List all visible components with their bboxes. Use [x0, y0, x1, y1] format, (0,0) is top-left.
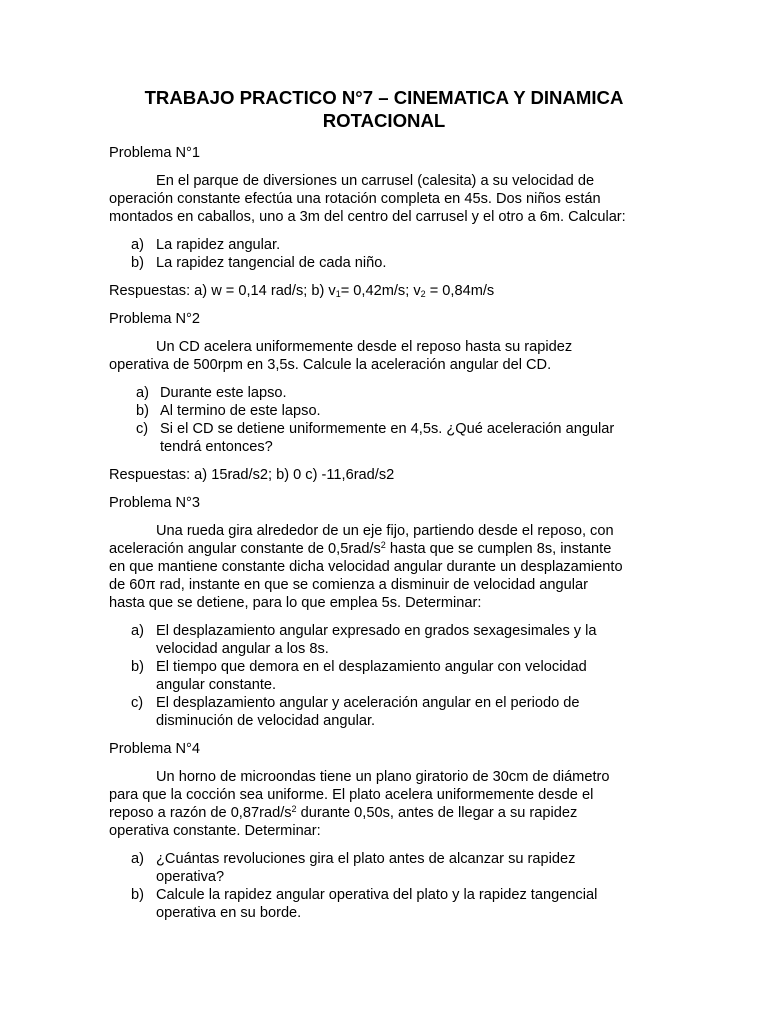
list-item-text: angular constante. [156, 677, 277, 693]
problem-3-body-line: Una rueda gira alrededor de un eje fijo, partiendo desde el reposo, con [156, 523, 614, 539]
list-item-letter: a) [131, 623, 144, 639]
problem-2-answer: Respuestas: a) 15rad/s2; b) 0 c) -11,6rad/s2 [109, 467, 395, 483]
problem-3-body-line: en que mantiene constante dicha velocidad angular durante un desplazamiento [109, 559, 623, 575]
title-line-2: ROTACIONAL [322, 110, 446, 131]
problem-4-body-line: para que la cocción sea uniforme. El plato acelera uniformemente desde el [109, 787, 594, 803]
problem-2-heading: Problema N°2 [109, 311, 201, 327]
list-item-text: ¿Cuántas revoluciones gira el plato antes de alcanzar su rapidez [156, 851, 576, 867]
subscript: 1 [335, 289, 341, 299]
subscript: 2 [420, 289, 426, 299]
problem-3-body-line: hasta que se detiene, para lo que emplea 5s. Determinar: [109, 595, 482, 611]
problem-1-heading: Problema N°1 [109, 145, 201, 161]
list-item-text: operativa en su borde. [156, 905, 302, 921]
list-item-letter: b) [131, 255, 144, 271]
list-item-text: tendrá entonces? [160, 439, 273, 455]
problem-3-body-line: de 60π rad, instante en que se comienza a disminuir de velocidad angular [109, 577, 588, 593]
body-text: aceleración angular constante de 0,5rad/s [109, 541, 381, 557]
list-item-text: La rapidez tangencial de cada niño. [156, 255, 387, 271]
list-item-letter: b) [136, 403, 149, 419]
body-text: hasta que se cumplen 8s, instante [385, 541, 612, 557]
list-item-letter: a) [131, 237, 144, 253]
problem-1-body-line: En el parque de diversiones un carrusel (calesita) a su velocidad de [156, 173, 595, 189]
list-item-text: El desplazamiento angular y aceleración angular en el periodo de [156, 695, 580, 711]
problem-3-heading: Problema N°3 [109, 495, 201, 511]
list-item-text: Calcule la rapidez angular operativa del plato y la rapidez tangencial [156, 887, 598, 903]
list-item-text: disminución de velocidad angular. [156, 713, 376, 729]
list-item-text: Si el CD se detiene uniformemente en 4,5s. ¿Qué aceleración angular [160, 421, 615, 437]
list-item-letter: b) [131, 659, 144, 675]
list-item-text: Durante este lapso. [160, 385, 287, 401]
problem-1-answer [109, 282, 494, 300]
list-item-letter: a) [136, 385, 149, 401]
answer-text: Respuestas: a) w = 0,14 rad/s; b) v [109, 283, 336, 299]
list-item-letter: c) [136, 421, 149, 437]
list-item-letter: a) [131, 851, 144, 867]
problem-2-body-line: operativa de 500rpm en 3,5s. Calcule la aceleración angular del CD. [109, 357, 552, 373]
list-item-text: velocidad angular a los 8s. [156, 641, 329, 657]
list-item-letter: c) [131, 695, 144, 711]
problem-3-body-line [109, 540, 611, 558]
answer-text: = 0,84m/s [425, 283, 495, 299]
body-text: durante 0,50s, antes de llegar a su rapidez [296, 805, 578, 821]
problem-4-body-line: operativa constante. Determinar: [109, 823, 321, 839]
superscript: 2 [380, 540, 386, 550]
problem-4-heading: Problema N°4 [109, 741, 201, 757]
answer-text: = 0,42m/s; v [340, 283, 421, 299]
list-item-letter: b) [131, 887, 144, 903]
superscript: 2 [291, 804, 297, 814]
problem-1-body-line: montados en caballos, uno a 3m del centro del carrusel y el otro a 6m. Calcular: [109, 209, 626, 225]
list-item-text: operativa? [156, 869, 225, 885]
problem-1-body-line: operación constante efectúa una rotación completa en 45s. Dos niños están [109, 191, 601, 207]
problem-4-body-line [109, 804, 577, 822]
list-item-text: El tiempo que demora en el desplazamiento angular con velocidad [156, 659, 587, 675]
list-item-text: El desplazamiento angular expresado en grados sexagesimales y la [156, 623, 597, 639]
list-item-text: La rapidez angular. [156, 237, 281, 253]
body-text: reposo a razón de 0,87rad/s [109, 805, 292, 821]
page-title [100, 86, 668, 132]
problem-2-body-line: Un CD acelera uniformemente desde el reposo hasta su rapidez [156, 339, 573, 355]
list-item-text: Al termino de este lapso. [160, 403, 321, 419]
problem-4-body-line: Un horno de microondas tiene un plano giratorio de 30cm de diámetro [156, 769, 610, 785]
title-line-1: TRABAJO PRACTICO N°7 – CINEMATICA Y DINAMICA [144, 87, 624, 108]
